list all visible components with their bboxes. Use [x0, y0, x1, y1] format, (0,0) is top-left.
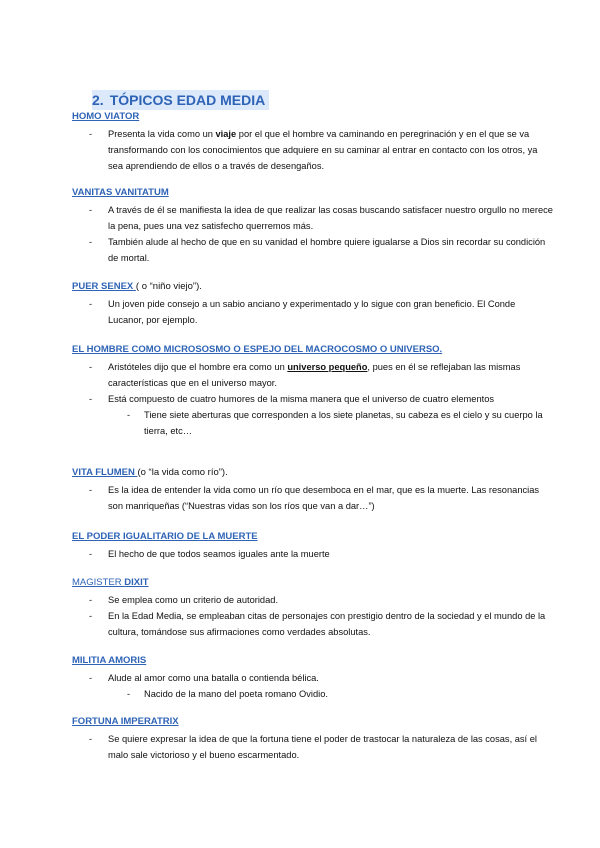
dash-bullet: - [89, 205, 93, 215]
dash-bullet: - [89, 237, 93, 247]
section-heading: MAGISTER [72, 577, 125, 588]
item-text: , pues en él se reflejaban las mismas características que en el universo mayor. [108, 362, 521, 388]
item-text: Se quiere expresar la idea de que la fortuna tiene el poder de trastocar la naturaleza de las cosas, así el malo sale victorioso y el bueno escarmentado. [108, 734, 537, 760]
section-vita-flumen [72, 466, 553, 514]
heading-suffix: ( o “niño viejo”). [135, 281, 202, 292]
item-text: Tiene siete aberturas que corresponden a los siete planetas, su cabeza es el cielo y su cuerpo la tierra, etc… [144, 410, 543, 436]
list-item [72, 234, 553, 266]
section-vanitas [72, 186, 553, 266]
list-item [72, 592, 553, 608]
dash-bullet: - [89, 394, 93, 404]
section-heading: EL HOMBRE COMO MICROSOSMO O ESPEJO DEL MACROCOSMO O UNIVERSO. [72, 344, 443, 355]
section-heading: MILITIA AMORIS [72, 655, 147, 666]
list-subitem [72, 407, 554, 439]
page-title [92, 90, 269, 110]
list-item [72, 482, 553, 514]
item-text: En la Edad Media, se empleaban citas de personajes con prestigio dentro de la sociedad y el mundo de la cultura, tomándose sus afirmaciones como verdades absolutas. [108, 611, 546, 637]
dash-bullet: - [89, 734, 93, 744]
item-bold: viaje [215, 129, 237, 139]
item-text: A través de él se manifiesta la idea de que realizar las cosas buscando satisfacer nuestro orgullo no merece la pena, pues una vez satisfecho querremos más. [108, 205, 553, 231]
list-item [72, 391, 553, 407]
dash-bullet: - [89, 549, 93, 559]
section-puer-senex [72, 280, 553, 328]
section-heading: HOMO VIATOR [72, 111, 140, 122]
list-item [72, 359, 553, 391]
list-subitem [72, 686, 554, 702]
item-text: Alude al amor como una batalla o contienda bélica. [108, 673, 319, 683]
section-heading: FORTUNA IMPERATRIX [72, 716, 179, 727]
dash-bullet: - [89, 129, 93, 139]
list-item [72, 670, 553, 686]
item-text: Aristóteles dijo que el hombre era como un [108, 362, 288, 372]
section-heading: EL PODER IGUALITARIO DE LA MUERTE [72, 531, 258, 542]
section-magister-dixit [72, 576, 553, 640]
item-text: También alude al hecho de que en su vanidad el hombre quiere igualarse a Dios sin recordar su condición de mortal. [108, 237, 546, 263]
section-heading-bold: DIXIT [124, 577, 149, 588]
item-text: Se emplea como un criterio de autoridad. [108, 595, 279, 605]
dash-bullet: - [89, 362, 93, 372]
list-item [72, 608, 553, 640]
item-text: Un joven pide consejo a un sabio anciano y experimentado y lo sigue con gran beneficio. El Conde Lucanor, por ejemplo. [108, 299, 516, 325]
title-number: 2. [92, 92, 104, 108]
heading-suffix: (o “la vida como río”). [137, 467, 228, 478]
item-bold: universo pequeño [287, 362, 368, 372]
list-item [72, 296, 553, 328]
section-heading: VITA FLUMEN [72, 467, 138, 478]
title-text: TÓPICOS EDAD MEDIA [109, 92, 266, 108]
section-microcosmo [72, 343, 554, 439]
item-text: Está compuesto de cuatro humores de la misma manera que el universo de cuatro elementos [108, 394, 495, 404]
dash-bullet: - [89, 611, 93, 621]
dash-bullet: - [89, 485, 93, 495]
section-heading: PUER SENEX [72, 281, 136, 292]
dash-bullet: - [89, 595, 93, 605]
item-text: por el que el hombre va caminando en peregrinación y en el que se va transformando con los conocimientos que adquiere en su caminar al entrar en contacto con los otros, ya sea aprendiendo de ellos o a través de desengaños. [108, 129, 538, 171]
list-item [72, 126, 553, 174]
dash-bullet: - [89, 673, 93, 683]
section-fortuna-imperatrix [72, 715, 553, 763]
section-poder-igualitario [72, 530, 553, 562]
item-text: Es la idea de entender la vida como un río que desemboca en el mar, que es la muerte. Las resonancias son manriqueñas (“Nuestras vidas son los ríos que van a dar…”) [108, 485, 540, 511]
list-item [72, 202, 553, 234]
section-heading: VANITAS VANITATUM [72, 187, 169, 198]
item-text: Nacido de la mano del poeta romano Ovidio. [144, 689, 328, 699]
section-homo-viator [72, 110, 553, 174]
list-item [72, 546, 553, 562]
dash-bullet: - [127, 689, 131, 699]
list-item [72, 731, 553, 763]
dash-bullet: - [127, 410, 131, 420]
item-text: Presenta la vida como un [108, 129, 216, 139]
dash-bullet: - [89, 299, 93, 309]
item-text: El hecho de que todos seamos iguales ante la muerte [108, 549, 330, 559]
section-militia-amoris [72, 654, 554, 702]
